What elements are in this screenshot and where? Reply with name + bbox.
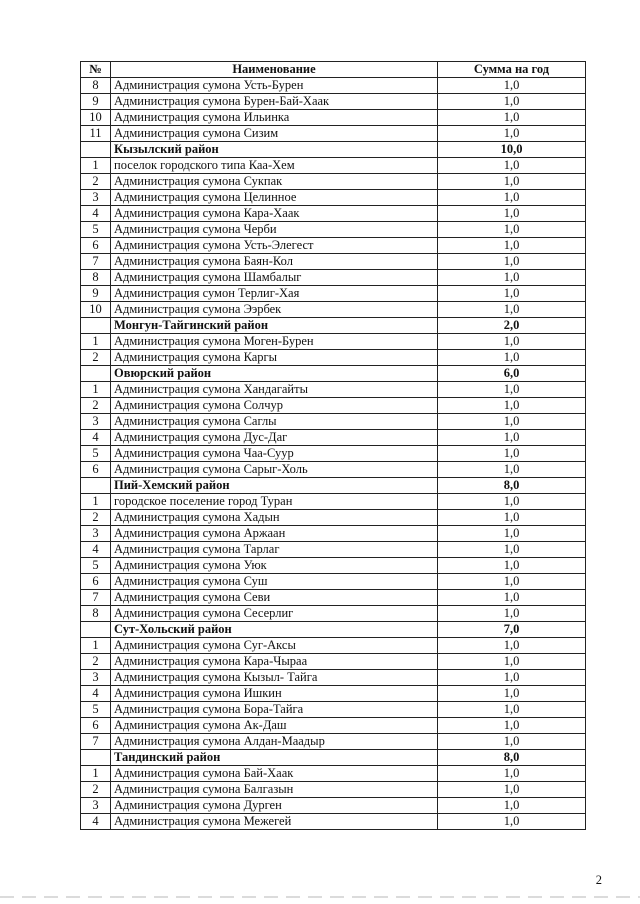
cell-number: 3 <box>81 190 111 206</box>
cell-sum: 1,0 <box>438 350 586 366</box>
cell-name: Администрация сумона Моген-Бурен <box>111 334 438 350</box>
cell-number: 2 <box>81 398 111 414</box>
cell-sum: 1,0 <box>438 526 586 542</box>
cell-sum: 1,0 <box>438 670 586 686</box>
cell-sum: 1,0 <box>438 654 586 670</box>
cell-number <box>81 142 111 158</box>
cell-sum: 1,0 <box>438 270 586 286</box>
district-row <box>81 622 586 638</box>
cell-name: Администрация сумона Дурген <box>111 798 438 814</box>
table-row <box>81 94 586 110</box>
cell-name: Администрация сумона Бурен-Бай-Хаак <box>111 94 438 110</box>
cell-name: Администрация сумон Терлиг-Хая <box>111 286 438 302</box>
cell-sum: 1,0 <box>438 286 586 302</box>
cell-sum: 1,0 <box>438 334 586 350</box>
cell-name: Администрация сумона Бора-Тайга <box>111 702 438 718</box>
header-row <box>81 62 586 78</box>
cell-sum: 1,0 <box>438 430 586 446</box>
cell-number <box>81 366 111 382</box>
cell-number: 8 <box>81 606 111 622</box>
cell-number: 1 <box>81 638 111 654</box>
cell-name: Администрация сумона Ээрбек <box>111 302 438 318</box>
cell-sum: 1,0 <box>438 718 586 734</box>
cell-sum: 1,0 <box>438 702 586 718</box>
cell-sum: 1,0 <box>438 382 586 398</box>
cell-number: 2 <box>81 174 111 190</box>
cell-name: Администрация сумона Баян-Кол <box>111 254 438 270</box>
table-body <box>81 78 586 830</box>
cell-number: 3 <box>81 414 111 430</box>
cell-sum: 1,0 <box>438 510 586 526</box>
cell-name: Администрация сумона Балгазын <box>111 782 438 798</box>
cell-name: поселок городского типа Каа-Хем <box>111 158 438 174</box>
district-sum: 8,0 <box>438 478 586 494</box>
cell-sum: 1,0 <box>438 254 586 270</box>
cell-name: Администрация сумона Каргы <box>111 350 438 366</box>
table-row <box>81 462 586 478</box>
district-name: Монгун-Тайгинский район <box>111 318 438 334</box>
cell-number: 2 <box>81 654 111 670</box>
cell-name: Администрация сумона Чаа-Суур <box>111 446 438 462</box>
cell-number: 5 <box>81 446 111 462</box>
cell-number <box>81 622 111 638</box>
cell-number: 6 <box>81 718 111 734</box>
cell-number: 9 <box>81 94 111 110</box>
table-row <box>81 638 586 654</box>
district-name: Тандинский район <box>111 750 438 766</box>
cell-number: 6 <box>81 462 111 478</box>
table-row <box>81 782 586 798</box>
cell-number: 2 <box>81 782 111 798</box>
header-name: Наименование <box>111 62 438 78</box>
cell-name: Администрация сумона Шамбалыг <box>111 270 438 286</box>
header-number: № <box>81 62 111 78</box>
cell-number: 4 <box>81 542 111 558</box>
cell-name: Администрация сумона Суг-Аксы <box>111 638 438 654</box>
cell-name: городское поселение город Туран <box>111 494 438 510</box>
cell-number: 4 <box>81 206 111 222</box>
table-row <box>81 270 586 286</box>
table-row <box>81 574 586 590</box>
district-name: Пий-Хемский район <box>111 478 438 494</box>
cell-name: Администрация сумона Саглы <box>111 414 438 430</box>
table-row <box>81 734 586 750</box>
district-name: Овюрский район <box>111 366 438 382</box>
header-sum: Сумма на год <box>438 62 586 78</box>
cell-sum: 1,0 <box>438 238 586 254</box>
table-row <box>81 78 586 94</box>
table-row <box>81 190 586 206</box>
cell-number: 1 <box>81 766 111 782</box>
district-row <box>81 478 586 494</box>
table-row <box>81 718 586 734</box>
cell-number: 3 <box>81 670 111 686</box>
cell-sum: 1,0 <box>438 446 586 462</box>
cell-sum: 1,0 <box>438 814 586 830</box>
cell-number: 1 <box>81 334 111 350</box>
cell-name: Администрация сумона Сизим <box>111 126 438 142</box>
cell-sum: 1,0 <box>438 206 586 222</box>
table-row <box>81 206 586 222</box>
table-row <box>81 286 586 302</box>
cell-number <box>81 750 111 766</box>
cell-name: Администрация сумона Алдан-Маадыр <box>111 734 438 750</box>
table-header <box>81 62 586 78</box>
cell-sum: 1,0 <box>438 494 586 510</box>
cell-sum: 1,0 <box>438 110 586 126</box>
cell-sum: 1,0 <box>438 94 586 110</box>
cell-sum: 1,0 <box>438 542 586 558</box>
table-row <box>81 382 586 398</box>
scan-edge-line <box>0 896 640 898</box>
table-row <box>81 670 586 686</box>
table-row <box>81 238 586 254</box>
district-sum: 10,0 <box>438 142 586 158</box>
cell-number <box>81 318 111 334</box>
cell-sum: 1,0 <box>438 126 586 142</box>
cell-name: Администрация сумона Бай-Хаак <box>111 766 438 782</box>
district-row <box>81 318 586 334</box>
cell-sum: 1,0 <box>438 590 586 606</box>
table-row <box>81 430 586 446</box>
cell-name: Администрация сумона Черби <box>111 222 438 238</box>
table-row <box>81 510 586 526</box>
cell-sum: 1,0 <box>438 798 586 814</box>
table-row <box>81 590 586 606</box>
table-row <box>81 702 586 718</box>
cell-sum: 1,0 <box>438 414 586 430</box>
cell-sum: 1,0 <box>438 574 586 590</box>
cell-number: 3 <box>81 798 111 814</box>
cell-sum: 1,0 <box>438 190 586 206</box>
cell-name: Администрация сумона Уюк <box>111 558 438 574</box>
district-sum: 6,0 <box>438 366 586 382</box>
table-row <box>81 222 586 238</box>
cell-name: Администрация сумона Ишкин <box>111 686 438 702</box>
page-number: 2 <box>595 873 602 887</box>
table-row <box>81 350 586 366</box>
table-row <box>81 126 586 142</box>
cell-sum: 1,0 <box>438 606 586 622</box>
cell-name: Администрация сумона Сукпак <box>111 174 438 190</box>
table-row <box>81 542 586 558</box>
cell-number: 1 <box>81 382 111 398</box>
cell-sum: 1,0 <box>438 734 586 750</box>
cell-sum: 1,0 <box>438 686 586 702</box>
allocation-table <box>80 61 586 830</box>
cell-name: Администрация сумона Суш <box>111 574 438 590</box>
cell-sum: 1,0 <box>438 782 586 798</box>
cell-name: Администрация сумона Солчур <box>111 398 438 414</box>
cell-number: 8 <box>81 78 111 94</box>
cell-name: Администрация сумона Усть-Бурен <box>111 78 438 94</box>
cell-number: 4 <box>81 814 111 830</box>
cell-name: Администрация сумона Межегей <box>111 814 438 830</box>
cell-number: 11 <box>81 126 111 142</box>
cell-number: 2 <box>81 350 111 366</box>
table-row <box>81 398 586 414</box>
table-row <box>81 798 586 814</box>
cell-number: 1 <box>81 494 111 510</box>
cell-number: 8 <box>81 270 111 286</box>
table-row <box>81 686 586 702</box>
table-row <box>81 526 586 542</box>
cell-number: 5 <box>81 702 111 718</box>
cell-number: 5 <box>81 222 111 238</box>
cell-name: Администрация сумона Дус-Даг <box>111 430 438 446</box>
table-row <box>81 302 586 318</box>
cell-name: Администрация сумона Целинное <box>111 190 438 206</box>
cell-number: 10 <box>81 302 111 318</box>
cell-sum: 1,0 <box>438 158 586 174</box>
cell-name: Администрация сумона Кызыл- Тайга <box>111 670 438 686</box>
table-row <box>81 654 586 670</box>
cell-name: Администрация сумона Хадын <box>111 510 438 526</box>
cell-number: 4 <box>81 686 111 702</box>
cell-number: 7 <box>81 590 111 606</box>
cell-sum: 1,0 <box>438 398 586 414</box>
cell-name: Администрация сумона Ак-Даш <box>111 718 438 734</box>
cell-sum: 1,0 <box>438 638 586 654</box>
cell-number: 9 <box>81 286 111 302</box>
cell-number: 3 <box>81 526 111 542</box>
cell-name: Администрация сумона Севи <box>111 590 438 606</box>
cell-name: Администрация сумона Сесерлиг <box>111 606 438 622</box>
table-row <box>81 158 586 174</box>
cell-number: 4 <box>81 430 111 446</box>
cell-name: Администрация сумона Тарлаг <box>111 542 438 558</box>
cell-number: 7 <box>81 734 111 750</box>
cell-name: Администрация сумона Сарыг-Холь <box>111 462 438 478</box>
district-row <box>81 366 586 382</box>
district-row <box>81 750 586 766</box>
cell-name: Администрация сумона Кара-Хаак <box>111 206 438 222</box>
table-row <box>81 334 586 350</box>
cell-number: 7 <box>81 254 111 270</box>
district-sum: 7,0 <box>438 622 586 638</box>
cell-sum: 1,0 <box>438 174 586 190</box>
table-row <box>81 814 586 830</box>
table-row <box>81 174 586 190</box>
table-row <box>81 558 586 574</box>
district-row <box>81 142 586 158</box>
cell-number: 6 <box>81 238 111 254</box>
table-row <box>81 494 586 510</box>
cell-name: Администрация сумона Усть-Элегест <box>111 238 438 254</box>
table-row <box>81 766 586 782</box>
cell-sum: 1,0 <box>438 222 586 238</box>
cell-number: 1 <box>81 158 111 174</box>
cell-number: 5 <box>81 558 111 574</box>
cell-sum: 1,0 <box>438 766 586 782</box>
cell-sum: 1,0 <box>438 78 586 94</box>
district-sum: 8,0 <box>438 750 586 766</box>
cell-sum: 1,0 <box>438 558 586 574</box>
cell-number <box>81 478 111 494</box>
cell-name: Администрация сумона Кара-Чыраа <box>111 654 438 670</box>
table-row <box>81 606 586 622</box>
cell-sum: 1,0 <box>438 462 586 478</box>
cell-name: Администрация сумона Аржаан <box>111 526 438 542</box>
cell-name: Администрация сумона Ильинка <box>111 110 438 126</box>
table-row <box>81 446 586 462</box>
cell-number: 6 <box>81 574 111 590</box>
cell-number: 10 <box>81 110 111 126</box>
district-name: Сут-Хольский район <box>111 622 438 638</box>
cell-sum: 1,0 <box>438 302 586 318</box>
district-name: Кызылский район <box>111 142 438 158</box>
table-row <box>81 110 586 126</box>
table-row <box>81 254 586 270</box>
cell-number: 2 <box>81 510 111 526</box>
district-sum: 2,0 <box>438 318 586 334</box>
table-row <box>81 414 586 430</box>
cell-name: Администрация сумона Хандагайты <box>111 382 438 398</box>
